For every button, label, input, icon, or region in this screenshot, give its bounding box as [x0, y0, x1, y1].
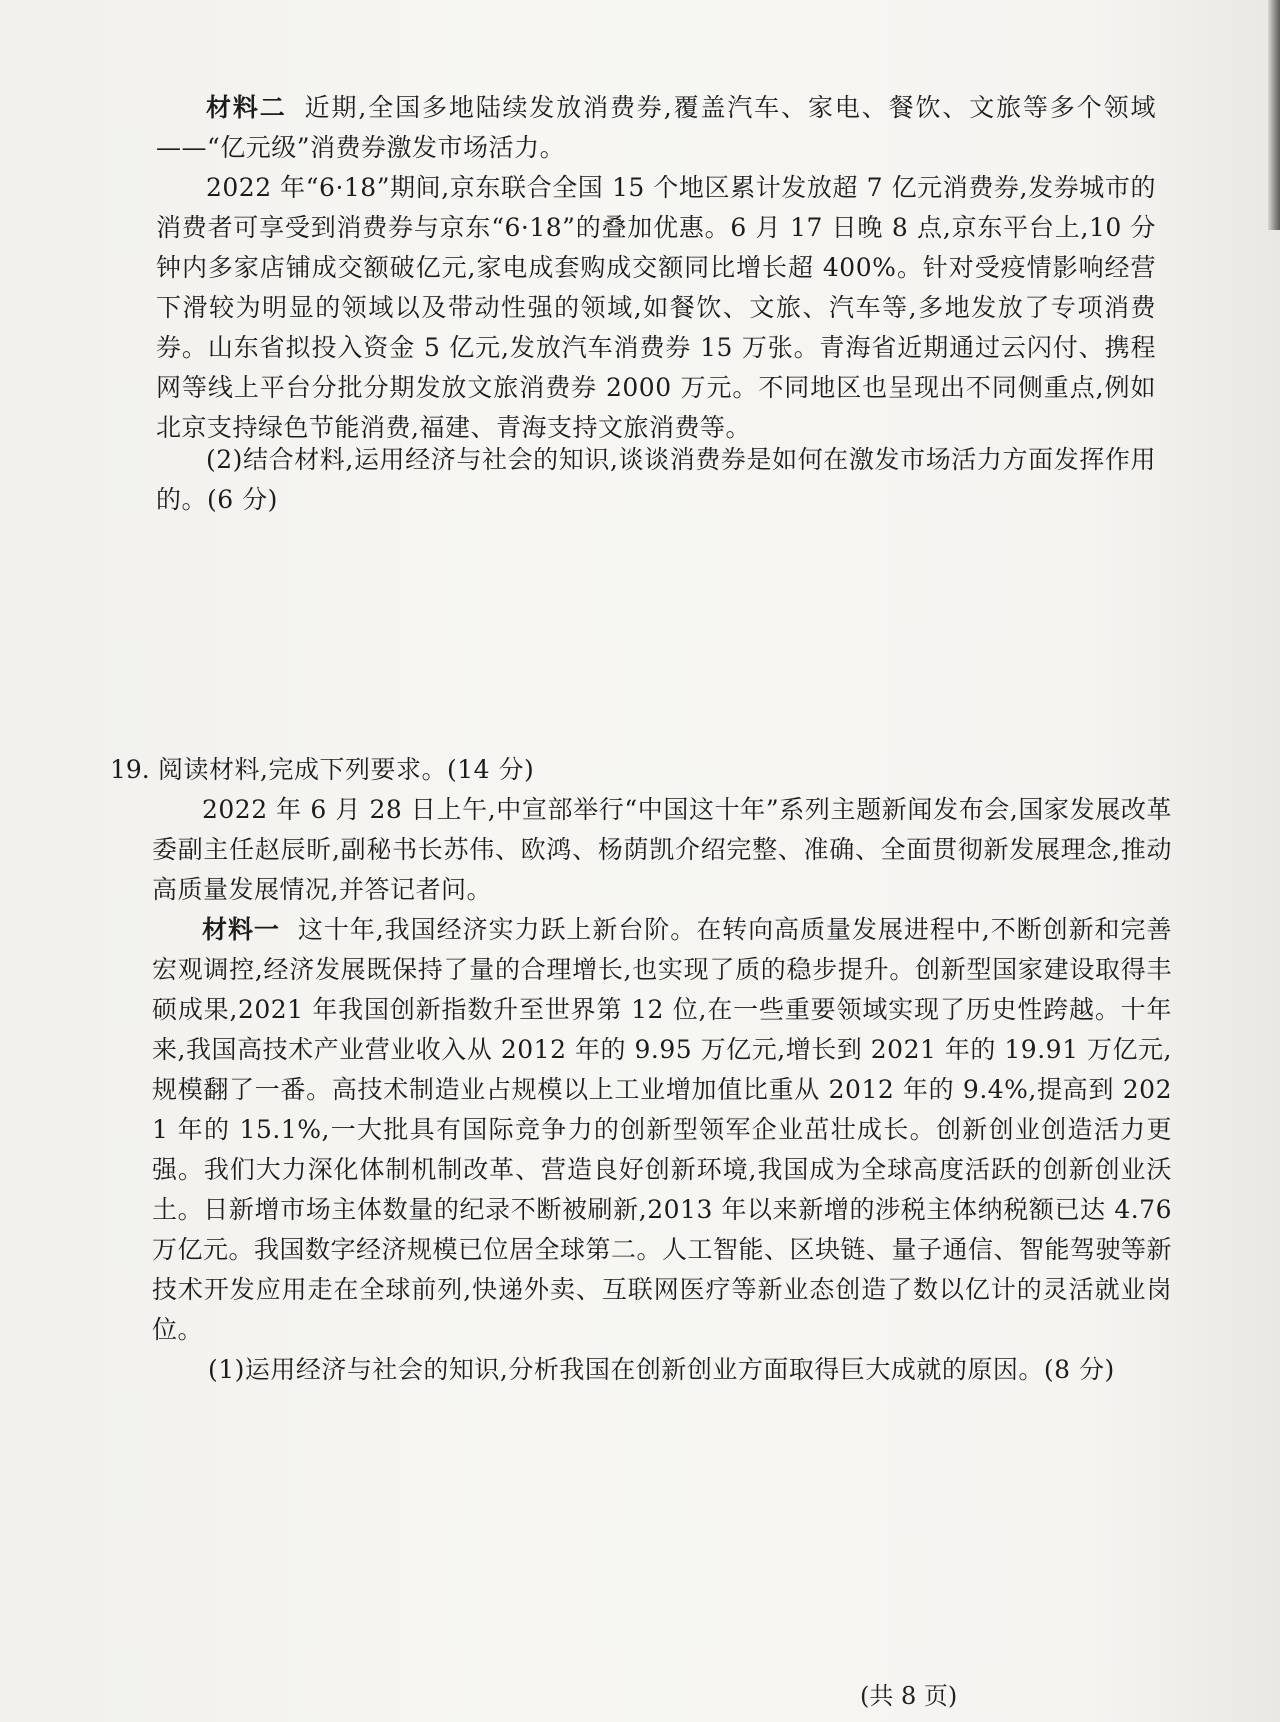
- material1-text: 这十年,我国经济实力跃上新台阶。在转向高质量发展进程中,不断创新和完善宏观调控,经济发展既保持了量的合理增长,也实现了质的稳步提升。创新型国家建设取得丰硕成果,2021 年我国创新指数升至世界第 12 位,在一些重要领域实现了历史性跨越。十年来,我国高技术产业营业收入从 2012 年的 9.95 万亿元,增长到 2021 年的 19.91 万亿元,规模翻了一番。高技术制造业占规模以上工业增加值比重从 2012 年的 9.4%,提高到 2021 年的 15.1%,一大批具有国际竞争力的创新型领军企业茁壮成长。创新创业创造活力更强。我们大力深化体制机制改革、营造良好创新环境,我国成为全球高度活跃的创新创业沃土。日新增市场主体数量的纪录不断被刷新,2013 年以来新增的涉税主体纳税额已达 4.76 万亿元。我国数字经济规模已位居全球第二。人工智能、区块链、量子通信、智能驾驶等新技术开发应用走在全球前列,快递外卖、互联网医疗等新业态创造了数以亿计的灵活就业岗位。: [152, 915, 1173, 1344]
- material2-body: 2022 年“6·18”期间,京东联合全国 15 个地区累计发放超 7 亿元消费券,发券城市的消费者可享受到消费券与京东“6·18”的叠加优惠。6 月 17 日晚 8 点,京东平台上,10 分钟内多家店铺成交额破亿元,家电成套购成交额同比增长超 400%。针对受疫情影响经营下滑较为明显的领域以及带动性强的领域,如餐饮、文旅、汽车等,多地发放了专项消费券。山东省拟投入资金 5 亿元,发放汽车消费券 15 万张。青海省近期通过云闪付、携程网等线上平台分批分期发放文旅消费券 2000 万元。不同地区也呈现出不同侧重点,例如北京支持绿色节能消费,福建、青海支持文旅消费等。: [156, 173, 1156, 442]
- page-edge-shadow: [1268, 0, 1280, 230]
- material2-question: (2)结合材料,运用经济与社会的知识,谈谈消费券是如何在激发市场活力方面发挥作用的。(6 分): [156, 445, 1156, 514]
- question-19-context: 2022 年 6 月 28 日上午,中宣部举行“中国这十年”系列主题新闻发布会,国家发展改革委副主任赵辰昕,副秘书长苏伟、欧鸿、杨荫凯介绍完整、准确、全面贯彻新发展理念,推动高质量发展情况,并答记者问。: [152, 795, 1172, 904]
- material2-label: 材料二: [206, 93, 287, 122]
- question-19-part1: (1)运用经济与社会的知识,分析我国在创新创业方面取得巨大成就的原因。(8 分): [208, 1355, 1115, 1384]
- question-19-number: 19.: [110, 755, 150, 784]
- page-footer: (共 8 页): [860, 1682, 958, 1710]
- question-19-stem: 阅读材料,完成下列要求。(14 分): [158, 755, 535, 784]
- material2-intro-text: 近期,全国多地陆续发放消费券,覆盖汽车、家电、餐饮、文旅等多个领域——“亿元级”消费券激发市场活力。: [156, 93, 1156, 162]
- material2-intro: [156, 88, 1156, 168]
- material1-body: [152, 910, 1172, 1350]
- material1-label: 材料一: [202, 915, 280, 944]
